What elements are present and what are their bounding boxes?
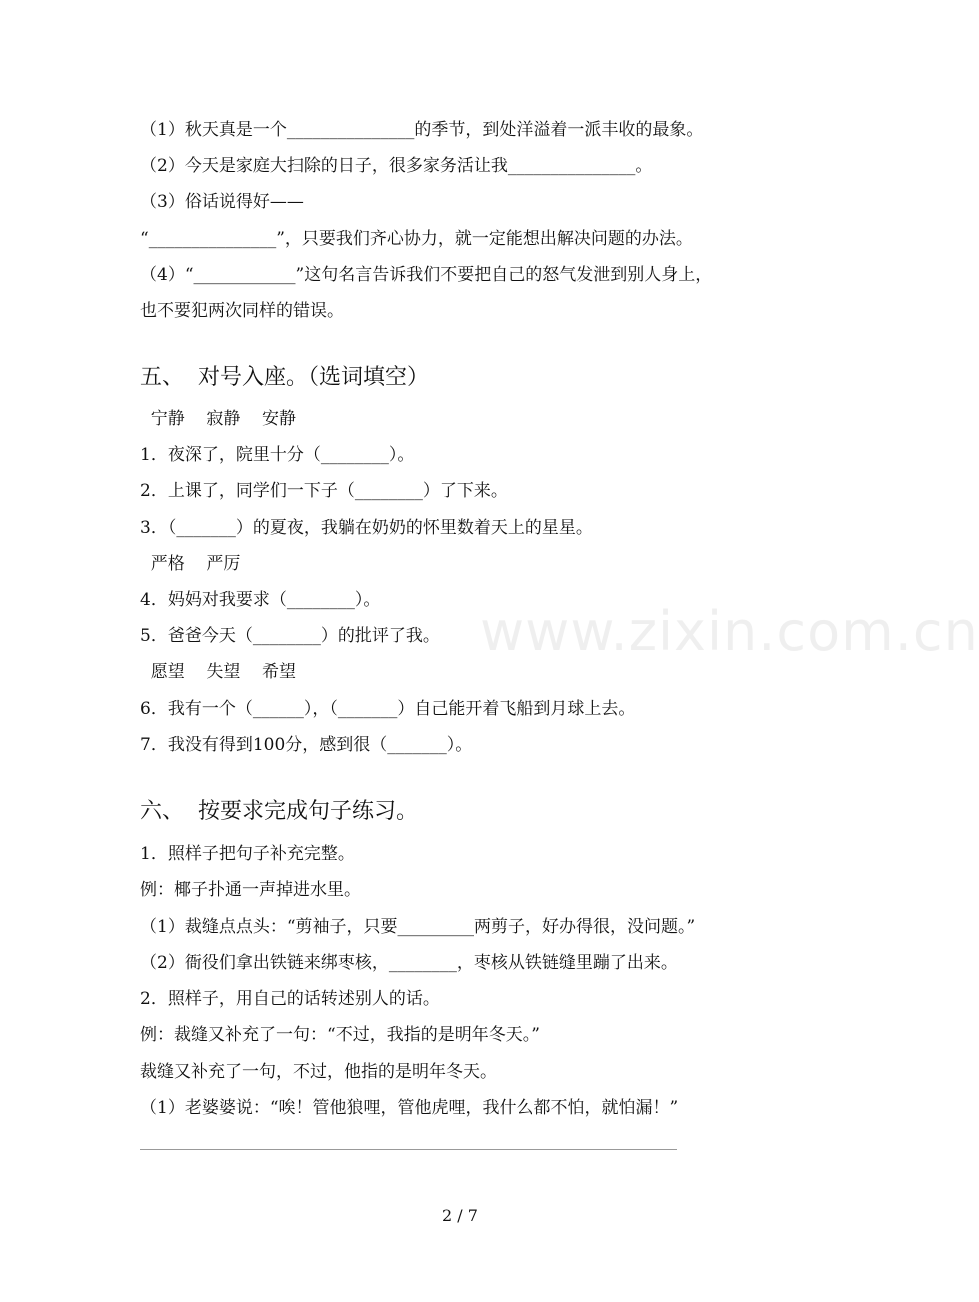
s6-line-1: 1．照样子把句子补充完整。 <box>140 844 355 864</box>
s4-line-2: （2）今天是家庭大扫除的日子，很多家务活让我_______________。 <box>140 156 653 176</box>
s6-line-4: （2）衙役们拿出铁链来绑枣核，________，枣核从铁链缝里蹦了出来。 <box>140 953 678 973</box>
s6-line-6: 例：裁缝又补充了一句：“不过，我指的是明年冬天。” <box>140 1025 540 1045</box>
s6-line-2: 例：椰子扑通一声掉进水里。 <box>140 880 361 900</box>
s4-line-1: （1）秋天真是一个_______________的季节，到处洋溢着一派丰收的最象。 <box>140 120 704 140</box>
s6-line-7: 裁缝又补充了一句，不过，他指的是明年冬天。 <box>140 1062 497 1082</box>
s5-line-6: 6．我有一个（______），（_______）自己能开着飞船到月球上去。 <box>140 699 636 719</box>
s5-word-choices-1: 宁静 寂静 安静 <box>140 409 297 429</box>
s4-line-3: （3）俗话说得好—— <box>140 192 304 212</box>
section-6-title: 六、 按要求完成句子练习。 <box>140 799 418 824</box>
watermark: www.zixin.com.cn <box>480 600 979 663</box>
s4-line-6: 也不要犯两次同样的错误。 <box>140 301 344 321</box>
s4-line-4: “_______________”，只要我们齐心协力，就一定能想出解决问题的办法。 <box>140 229 693 249</box>
s5-word-choices-2: 严格 严厉 <box>140 554 241 574</box>
s5-line-7: 7．我没有得到100分，感到很（_______）。 <box>140 735 473 755</box>
s6-line-3: （1）裁缝点点头：“剪袖子，只要_________两剪子，好办得很，没问题。” <box>140 917 696 937</box>
s5-word-choices-3: 愿望 失望 希望 <box>140 662 297 682</box>
section-5-title: 五、 对号入座。（选词填空） <box>140 365 429 390</box>
s5-line-2: 2．上课了，同学们一下子（________）了下来。 <box>140 481 508 501</box>
page-number: 2 / 7 <box>442 1206 478 1225</box>
s4-line-5: （4）“____________”这句名言告诉我们不要把自己的怒气发泄到别人身上， <box>140 265 713 285</box>
s6-line-5: 2．照样子，用自己的话转述别人的话。 <box>140 989 440 1009</box>
answer-line[interactable] <box>140 1149 677 1150</box>
s5-line-4: 4．妈妈对我要求（________）。 <box>140 590 381 610</box>
s5-line-3: 3．（_______）的夏夜，我躺在奶奶的怀里数着天上的星星。 <box>140 518 593 538</box>
s6-line-8: （1）老婆婆说：“唉！管他狼哩，管他虎哩，我什么都不怕，就怕漏！” <box>140 1098 679 1118</box>
s5-line-1: 1．夜深了，院里十分（________）。 <box>140 445 415 465</box>
s5-line-5: 5．爸爸今天（________）的批评了我。 <box>140 626 440 646</box>
